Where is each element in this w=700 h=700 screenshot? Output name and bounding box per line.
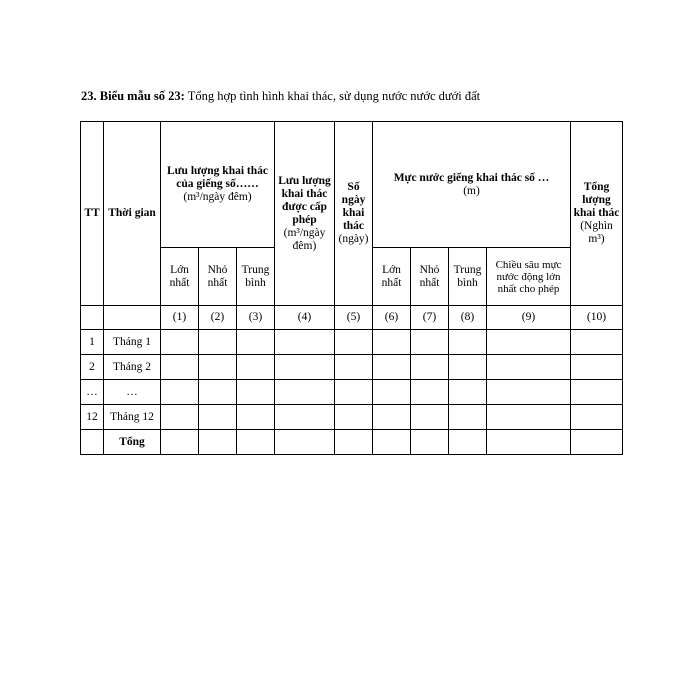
sub-flow-max: Lớn nhất xyxy=(161,248,199,306)
data-cell xyxy=(275,430,335,455)
data-cell xyxy=(571,380,623,405)
data-cell xyxy=(335,405,373,430)
data-cell xyxy=(275,380,335,405)
data-cell xyxy=(335,330,373,355)
row-time: Tháng 12 xyxy=(104,405,161,430)
data-cell xyxy=(487,355,571,380)
column-number-row xyxy=(81,306,623,330)
table-row xyxy=(81,405,623,430)
data-cell xyxy=(199,430,237,455)
data-cell xyxy=(335,380,373,405)
data-cell xyxy=(275,405,335,430)
data-cell xyxy=(449,380,487,405)
data-cell xyxy=(373,330,411,355)
header-time: Thời gian xyxy=(104,122,161,306)
water-extraction-table xyxy=(80,121,623,455)
sub-level-min: Nhỏ nhất xyxy=(411,248,449,306)
total-row xyxy=(81,430,623,455)
num-cell-empty xyxy=(81,306,104,330)
data-cell xyxy=(487,380,571,405)
table-row xyxy=(81,355,623,380)
sub-level-avg: Trung bình xyxy=(449,248,487,306)
table-row xyxy=(81,330,623,355)
sub-level-max: Lớn nhất xyxy=(373,248,411,306)
data-cell xyxy=(373,405,411,430)
data-cell xyxy=(373,380,411,405)
data-cell xyxy=(237,430,275,455)
sub-flow-avg: Trung bình xyxy=(237,248,275,306)
sub-flow-min: Nhỏ nhất xyxy=(199,248,237,306)
header-days xyxy=(335,122,373,306)
form-title: Tổng hợp tình hình khai thác, sử dụng nước nước dưới đất xyxy=(184,89,481,103)
col-num-1: (1) xyxy=(161,306,199,330)
header-days-title: Số ngày khai thác xyxy=(341,181,366,232)
header-days-unit: (ngày) xyxy=(338,233,369,245)
data-cell xyxy=(199,330,237,355)
data-cell xyxy=(237,355,275,380)
col-num-9: (9) xyxy=(487,306,571,330)
data-cell xyxy=(335,430,373,455)
row-time: … xyxy=(104,380,161,405)
col-num-4: (4) xyxy=(275,306,335,330)
data-cell xyxy=(161,380,199,405)
form-heading xyxy=(81,89,480,104)
data-cell xyxy=(449,330,487,355)
data-cell xyxy=(275,355,335,380)
col-num-3: (3) xyxy=(237,306,275,330)
row-tt: 2 xyxy=(81,355,104,380)
header-total-title: Tổng lượng khai thác xyxy=(573,181,620,219)
data-cell xyxy=(237,330,275,355)
header-permit-title: Lưu lượng khai thác được cấp phép xyxy=(278,174,331,226)
data-cell xyxy=(571,355,623,380)
col-num-6: (6) xyxy=(373,306,411,330)
row-tt: 1 xyxy=(81,330,104,355)
data-cell xyxy=(411,330,449,355)
header-flow xyxy=(161,122,275,248)
header-flow-title: Lưu lượng khai thác của giếng số…… xyxy=(166,165,269,190)
col-num-2: (2) xyxy=(199,306,237,330)
data-cell xyxy=(487,430,571,455)
row-time: Tháng 1 xyxy=(104,330,161,355)
data-cell xyxy=(411,405,449,430)
header-flow-unit: (m³/ngày đêm) xyxy=(183,191,252,203)
data-cell xyxy=(237,380,275,405)
data-cell xyxy=(373,355,411,380)
data-cell xyxy=(449,355,487,380)
row-tt: … xyxy=(81,380,104,405)
data-cell xyxy=(199,405,237,430)
data-cell xyxy=(449,405,487,430)
data-cell xyxy=(237,405,275,430)
num-cell-empty xyxy=(104,306,161,330)
data-cell xyxy=(571,430,623,455)
data-cell xyxy=(411,380,449,405)
row-time: Tháng 2 xyxy=(104,355,161,380)
row-tt: 12 xyxy=(81,405,104,430)
header-total-unit: (Nghìn m³) xyxy=(580,220,613,245)
header-level-unit: (m) xyxy=(463,184,480,197)
data-cell xyxy=(275,330,335,355)
data-cell xyxy=(199,355,237,380)
data-cell xyxy=(161,330,199,355)
data-cell xyxy=(411,355,449,380)
data-cell xyxy=(161,405,199,430)
header-permit-unit: (m³/ngày đêm) xyxy=(283,226,326,252)
header-level-title: Mực nước giếng khai thác số … xyxy=(393,171,550,184)
data-cell xyxy=(373,430,411,455)
data-cell xyxy=(487,405,571,430)
data-cell xyxy=(411,430,449,455)
header-level xyxy=(373,122,571,248)
table-row xyxy=(81,380,623,405)
total-tt-cell xyxy=(81,430,104,455)
data-cell xyxy=(199,380,237,405)
total-label: Tổng xyxy=(104,430,161,455)
sub-level-depth: Chiều sâu mực nước động lớn nhất cho phép xyxy=(487,248,571,306)
form-number: 23. Biểu mẫu số 23: xyxy=(81,89,185,103)
data-cell xyxy=(335,355,373,380)
col-num-5: (5) xyxy=(335,306,373,330)
data-cell xyxy=(161,355,199,380)
col-num-10: (10) xyxy=(571,306,623,330)
data-cell xyxy=(487,330,571,355)
header-total xyxy=(571,122,623,306)
data-cell xyxy=(571,405,623,430)
header-permit xyxy=(275,122,335,306)
col-num-8: (8) xyxy=(449,306,487,330)
col-num-7: (7) xyxy=(411,306,449,330)
data-cell xyxy=(449,430,487,455)
header-tt: TT xyxy=(81,122,104,306)
header-row-1 xyxy=(81,122,623,248)
data-cell xyxy=(161,430,199,455)
data-cell xyxy=(571,330,623,355)
